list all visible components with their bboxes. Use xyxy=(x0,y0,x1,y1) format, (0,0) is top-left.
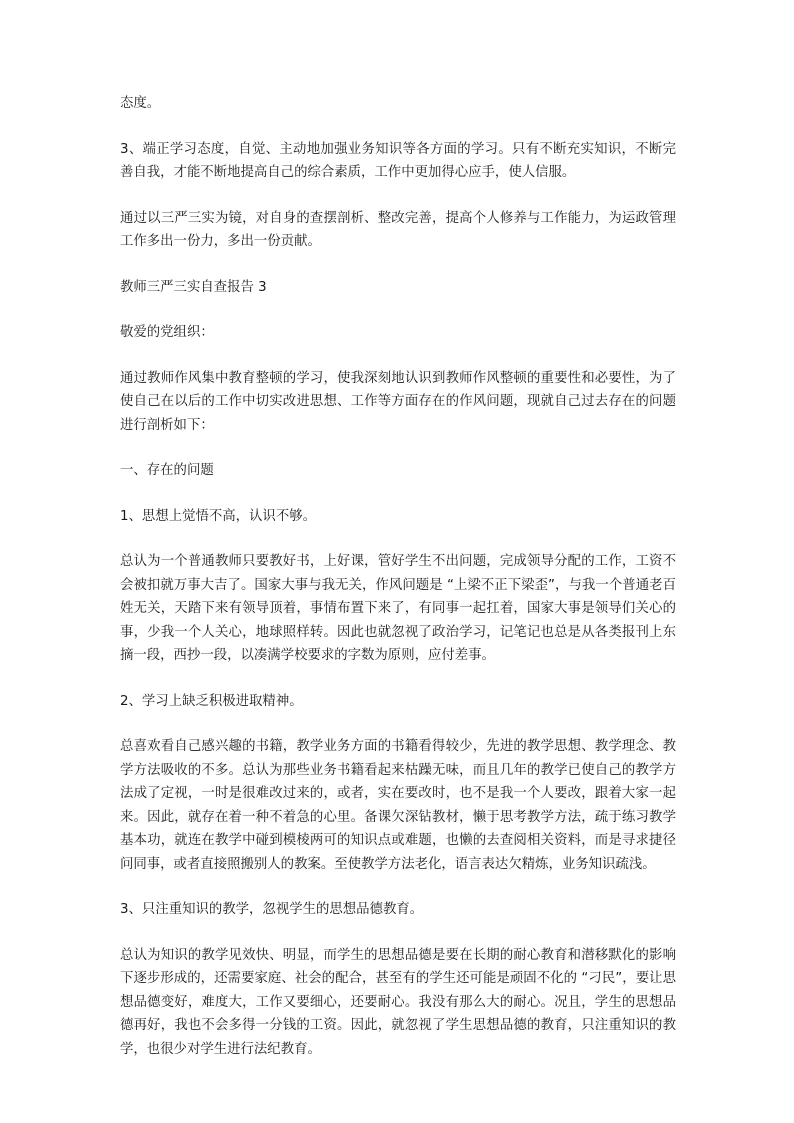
subheading-item-1: 1、思想上觉悟不高，认识不够。 xyxy=(120,508,316,524)
paragraph-item-2-body: 总喜欢看自己感兴趣的书籍，教学业务方面的书籍看得较少，先进的教学思想、教学理念、教学方法吸收的不多。总认为那些业务书籍看起来枯躁无味，而且几年的教学已使自己的教学方法成了定视，一时是很难改过来的，或者，实在要改时，也不是我一个人要改，跟着大家一起来。因此，就存在着一种不着急的心里。备课欠深钻教材，懒于思考教学方法，疏于练习教学基本功，就连在教学中碰到模棱两可的知识点或难题，也懒的去查阅相关资料，而是寻求捷径问同事，或者直接照搬别人的教案。至使教学方法老化，语言表达欠精炼，业务知识疏浅。 xyxy=(120,739,676,872)
paragraph-attitude-end: 态度。 xyxy=(120,96,161,111)
subheading-item-3: 3、只注重知识的教学，忽视学生的思想品德教育。 xyxy=(120,902,424,917)
paragraph-item-1-body: 总认为一个普通教师只要教好书，上好课，管好学生不出问题，完成领导分配的工作，工资不会被扣就万事大吉了。国家大事与我无关，作风问题是 “上梁不正下梁歪”，与我一个普通老百姓无关，天踏下来有领导顶着，事情布置下来了，有同事一起扛着，国家大事是领导们关心的事，少我一个人关心，地球照样转。因此也就忽视了政治学习，记笔记也总是从各类报刊上东摘一段，西抄一段，以凑满学校要求的字数为原则，应付差事。 xyxy=(120,554,676,663)
paragraph-intro: 通过教师作风集中教育整顿的学习，使我深刻地认识到教师作风整顿的重要性和必要性，为了使自己在以后的工作中切实改进思想、工作等方面存在的作风问题，现就自己过去存在的问题进行剖析如下： xyxy=(120,370,676,433)
paragraph-item-3-study-attitude: 3、端正学习态度，自觉、主动地加强业务知识等各方面的学习。只有不断充实知识，不断完善自我，才能不断地提高自己的综合素质，工作中更加得心应手，使人信服。 xyxy=(120,141,676,180)
section-heading-problems: 一、存在的问题 xyxy=(120,463,214,478)
subheading-item-2: 2、学习上缺乏积极进取精神。 xyxy=(120,693,303,709)
paragraph-item-3-body: 总认为知识的教学见效快、明显，而学生的思想品德是要在长期的耐心教育和潜移默化的影响下逐步形成的，还需要家庭、社会的配合，甚至有的学生还可能是顽固不化的 “刁民”，要让思想品德变好，难度大，工作又要细心，还要耐心。我没有那么大的耐心。况且，学生的思想品德再好，我也不会多得一分钱的工资。因此，就忽视了学生思想品德的教育，只注重知识的教学，也很少对学生进行法纪教育。 xyxy=(120,947,676,1057)
document-page xyxy=(120,92,676,1083)
report-title: 教师三严三实自查报告 3 xyxy=(120,279,267,295)
paragraph-conclusion: 通过以三严三实为镜，对自身的查摆剖析、整改完善，提高个人修养与工作能力，为运政管理工作多出一份力，多出一份贡献。 xyxy=(120,210,676,249)
salutation: 敬爱的党组织： xyxy=(120,325,214,340)
